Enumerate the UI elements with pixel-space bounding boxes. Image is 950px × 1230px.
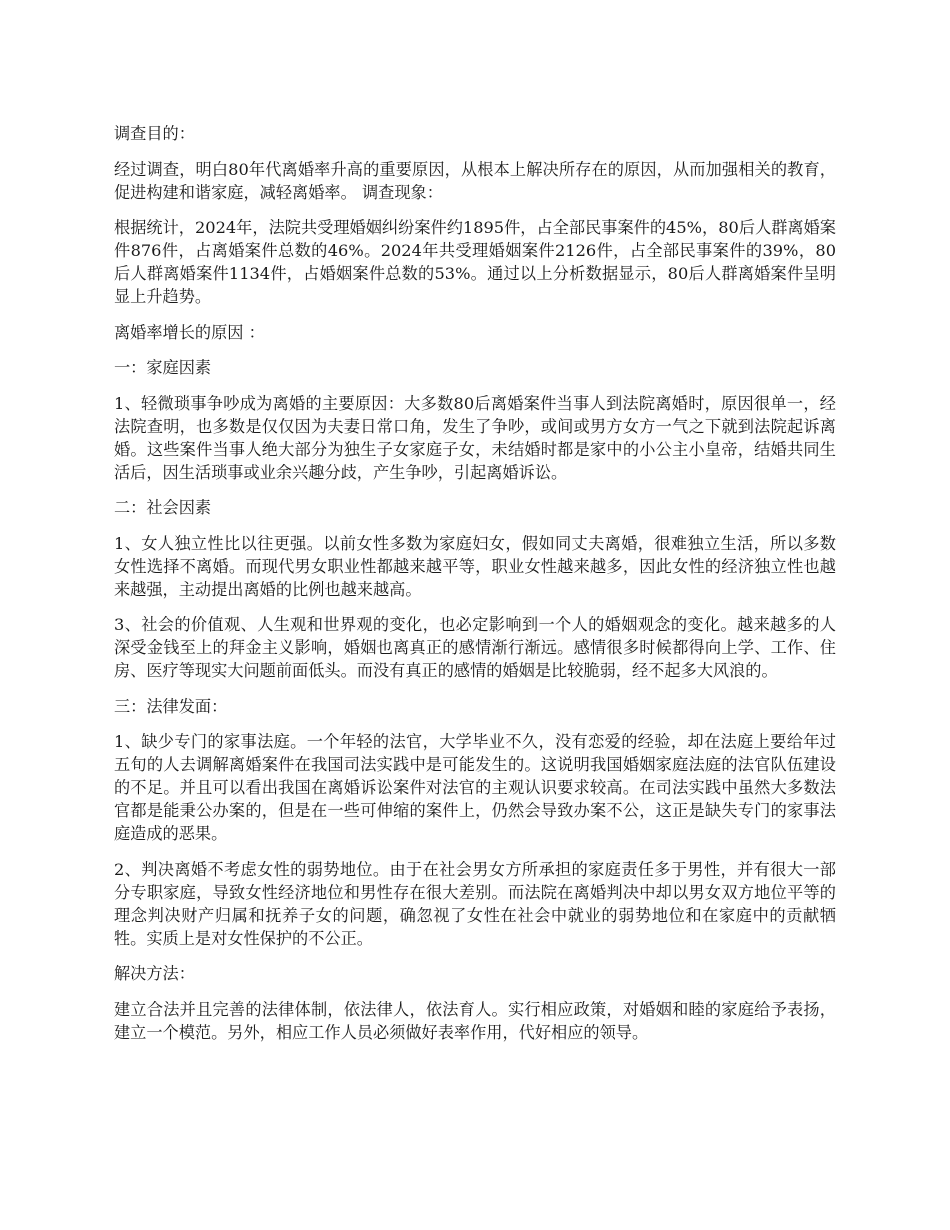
- paragraph-purpose: 经过调查，明白80年代离婚率升高的重要原因，从根本上解决所存在的原因，从而加强相关的教育，促进构建和谐家庭，减轻离婚率。 调查现象：: [114, 159, 836, 202]
- subheading-social-factors: 二：社会因素: [114, 498, 212, 517]
- subheading-legal-aspects: 三：法律发面：: [114, 696, 228, 716]
- section-heading-solutions: 解决方法：: [114, 964, 195, 983]
- paragraph-legal-aspect-1: 1、缺少专门的家事法庭。一个年轻的法官，大学毕业不久，没有恋爱的经验，却在法庭上要给年过五旬的人去调解离婚案件在我国司法实践中是可能发生的。这说明我国婚姻家庭法庭的法官队伍建设的不足。并且可以看出我国在离婚诉讼案件对法官的主观认识要求较高。在司法实践中虽然大多数法官都是能秉公办案的，但是在一些可伸缩的案件上，仍然会导致办案不公，这正是缺失专门的家事法庭造成的恶果。: [114, 732, 836, 843]
- paragraph-statistics: 根据统计，2024年，法院共受理婚姻纠纷案件约1895件，占全部民事案件的45%，80后人群离婚案件876件，占离婚案件总数的46%。2024年共受理婚姻案件2126件，占全部民事案件的39%，80后人群离婚案件1134件，占婚姻案件总数的53%。通过以上分析数据显示，80后人群离婚案件呈明显上升趋势。: [114, 218, 836, 306]
- document-body: [114, 122, 836, 1056]
- subheading-family-factors: 一：家庭因素: [114, 358, 212, 377]
- section-heading-purpose: 调查目的：: [114, 124, 195, 143]
- paragraph-legal-aspect-2: 2、判决离婚不考虑女性的弱势地位。由于在社会男女方所承担的家庭责任多于男性，并有很大一部分专职家庭，导致女性经济地位和男性存在很大差别。而法院在离婚判决中却以男女双方地位平等的理念判决财产归属和抚养子女的问题，确忽视了女性在社会中就业的弱势地位和在家庭中的贡献牺牲。实质上是对女性保护的不公正。: [114, 859, 836, 948]
- paragraph-social-factor-1: 1、女人独立性比以往更强。以前女性多数为家庭妇女，假如同丈夫离婚，很难独立生活，所以多数女性选择不离婚。而现代男女职业性都越来越平等，职业女性越来越多，因此女性的经济独立性也越来越强，主动提出离婚的比例也越来越高。: [114, 533, 836, 599]
- paragraph-social-factor-3: 3、社会的价值观、人生观和世界观的变化，也必定影响到一个人的婚姻观念的变化。越来越多的人深受金钱至上的拜金主义影响，婚姻也离真正的感情渐行渐远。感情很多时候都得向上学、工作、住房、医疗等现实大问题前面低头。而没有真正的感情的婚姻是比较脆弱，经不起多大风浪的。: [114, 615, 836, 680]
- section-heading-causes: 离婚率增长的原因 ：: [114, 322, 265, 342]
- paragraph-solutions: 建立合法并且完善的法律体制，依法律人，依法育人。实行相应政策，对婚姻和睦的家庭给予表扬，建立一个模范。另外，相应工作人员必须做好表率作用，代好相应的领导。: [114, 999, 836, 1042]
- paragraph-family-factor-1: 1、轻微琐事争吵成为离婚的主要原因：大多数80后离婚案件当事人到法院离婚时，原因很单一，经法院查明，也多数是仅仅因为夫妻日常口角，发生了争吵，或间或男方女方一气之下就到法院起诉离婚。这些案件当事人绝大部分为独生子女家庭子女，未结婚时都是家中的小公主小皇帝，结婚共同生活后，因生活琐事或业余兴趣分歧，产生争吵，引起离婚诉讼。: [114, 393, 836, 482]
